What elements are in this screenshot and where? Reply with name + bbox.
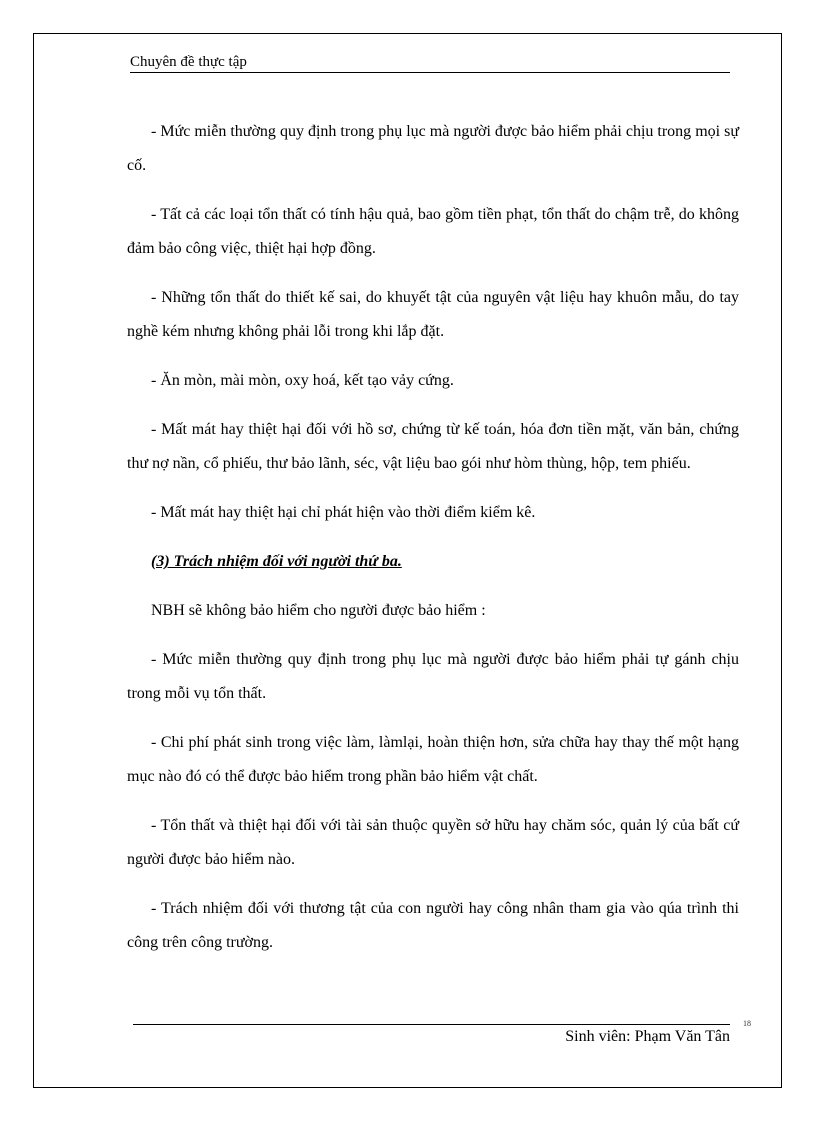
page-header [130,52,730,73]
paragraph: - Chi phí phát sinh trong việc làm, làmlại, hoàn thiện hơn, sửa chữa hay thay thế một hạng mục nào đó có thể được bảo hiểm trong phần bảo hiểm vật chất. [127,734,739,785]
paragraph: - Ăn mòn, mài mòn, oxy hoá, kết tạo vảy cứng. [151,372,454,389]
paragraph: - Mất mát hay thiệt hại chỉ phát hiện vào thời điểm kiểm kê. [151,504,536,521]
paragraph: - Tất cả các loại tổn thất có tính hậu quả, bao gồm tiền phạt, tổn thất do chậm trễ, do không đảm bảo công việc, thiệt hại hợp đồng. [127,206,739,257]
paragraph: - Mức miễn thường quy định trong phụ lục mà người được bảo hiểm phải chịu trong mọi sự cố. [127,123,739,174]
footer-divider [133,1024,730,1025]
paragraph: NBH sẽ không bảo hiểm cho người được bảo hiểm : [151,602,486,619]
paragraph: - Tổn thất và thiệt hại đối với tài sản thuộc quyền sở hữu hay chăm sóc, quản lý của bất cứ người được bảo hiểm nào. [127,817,739,868]
paragraph: - Mất mát hay thiệt hại đối với hồ sơ, chứng từ kế toán, hóa đơn tiền mặt, văn bản, chứng thư nợ nần, cổ phiếu, thư bảo lãnh, séc, vật liệu bao gói như hòm thùng, hộp, tem phiếu. [127,421,739,472]
header-title: Chuyên đề thực tập [130,54,247,70]
footer-author: Sinh viên: Phạm Văn Tân [565,1028,730,1045]
section-heading-paragraph [127,545,739,579]
section-heading: (3) Trách nhiệm đối với người thứ ba. [151,553,402,570]
paragraph: - Trách nhiệm đối với thương tật của con người hay công nhân tham gia vào qúa trình thi công trên công trường. [127,900,739,951]
page-number: 18 [743,1019,751,1028]
document-body [127,115,739,975]
paragraph: - Mức miễn thường quy định trong phụ lục mà người được bảo hiểm phải tự gánh chịu trong mỗi vụ tổn thất. [127,651,739,702]
paragraph: - Những tổn thất do thiết kế sai, do khuyết tật của nguyên vật liệu hay khuôn mẫu, do tay nghề kém nhưng không phải lỗi trong khi lắp đặt. [127,289,739,340]
